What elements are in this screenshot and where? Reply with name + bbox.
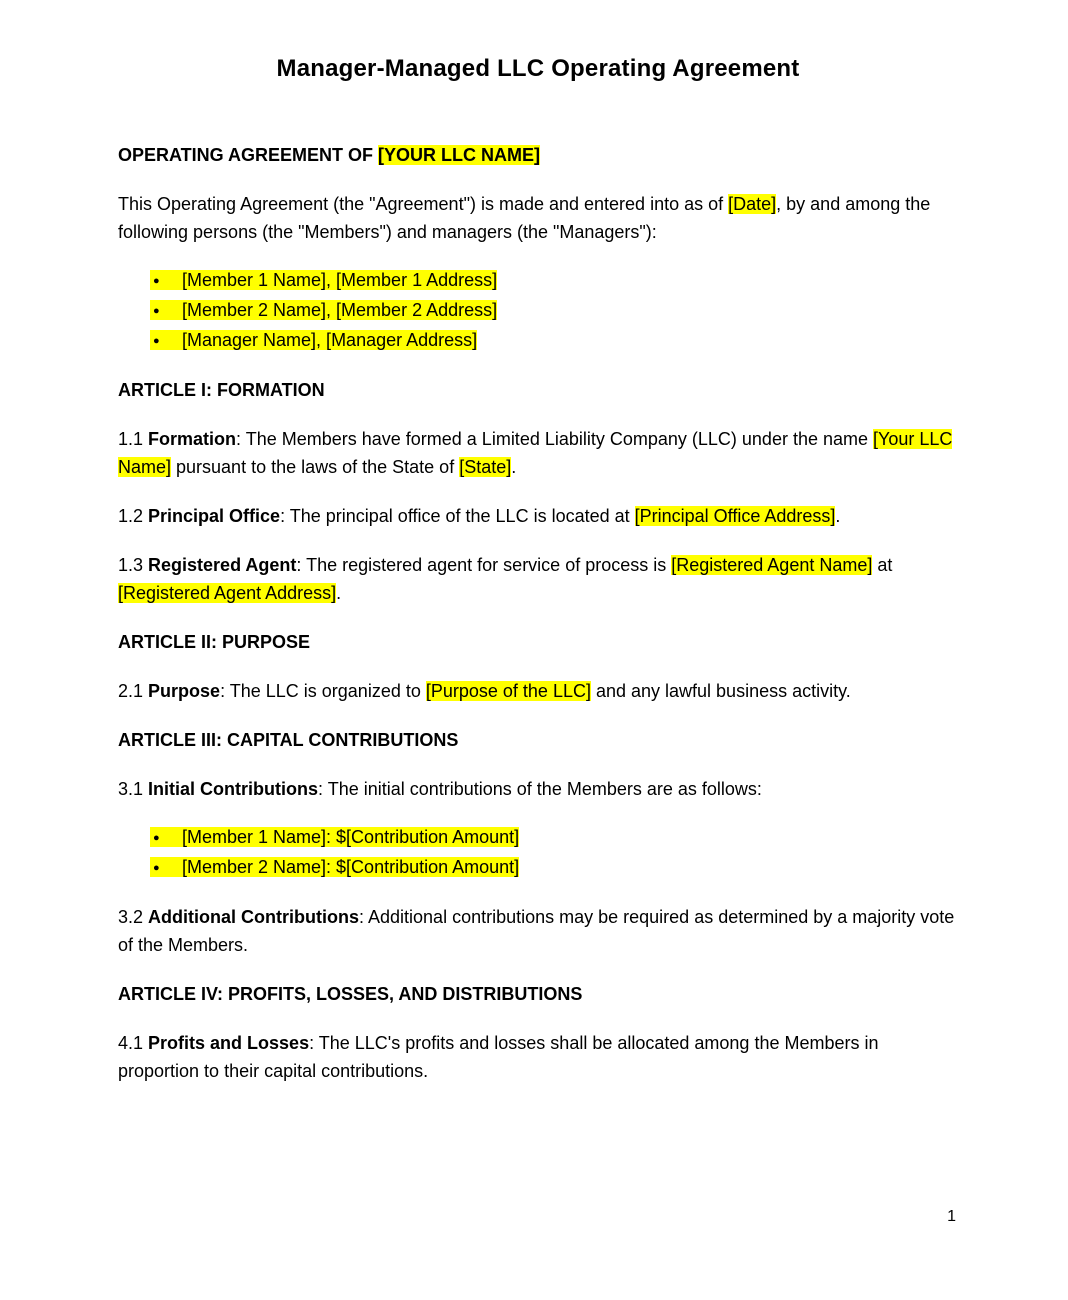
bullet-icon: ● bbox=[153, 862, 160, 874]
clause-4-1 bbox=[118, 1029, 958, 1085]
text-run: and any lawful business activity. bbox=[590, 681, 851, 701]
text-run: Additional Contributions bbox=[148, 907, 359, 927]
text-run: : The LLC's profits and losses shall be allocated among the Members in proportion to their capital contributions. bbox=[118, 1033, 879, 1081]
text-run: Formation bbox=[148, 429, 237, 449]
text-run: Principal Office bbox=[148, 506, 281, 526]
bullet-item bbox=[150, 296, 958, 325]
text-run: ARTICLE II: PURPOSE bbox=[118, 632, 311, 652]
placeholder-highlight: [Purpose of the LLC] bbox=[425, 681, 591, 701]
placeholder-highlight: [Registered Agent Address] bbox=[118, 583, 337, 603]
bullet-icon: ● bbox=[153, 335, 160, 347]
document-blocks bbox=[118, 141, 958, 1085]
placeholder-highlight: [Manager Name], [Manager Address] bbox=[182, 330, 478, 350]
article-4-heading bbox=[118, 980, 958, 1008]
text-run: 3.2 bbox=[118, 907, 149, 927]
clause-3-2 bbox=[118, 903, 958, 959]
placeholder-highlight: [Member 1 Name], [Member 1 Address] bbox=[182, 270, 498, 290]
text-run: Initial Contributions bbox=[148, 779, 319, 799]
placeholder-highlight: [State] bbox=[459, 457, 512, 477]
bullet-item bbox=[150, 823, 958, 852]
bullet-highlight bbox=[150, 270, 497, 290]
text-run: Registered Agent bbox=[148, 555, 297, 575]
text-run: , by and among the following persons (the "Members") and managers (the "Managers"): bbox=[118, 194, 931, 242]
article-1-heading bbox=[118, 376, 958, 404]
text-run: ARTICLE IV: PROFITS, LOSSES, AND DISTRIBUTIONS bbox=[118, 984, 583, 1004]
document-title: Manager-Managed LLC Operating Agreement bbox=[276, 55, 800, 82]
text-run: : The initial contributions of the Members are as follows: bbox=[318, 779, 762, 799]
text-run: Purpose bbox=[148, 681, 221, 701]
text-run: : Additional contributions may be required as determined by a majority vote of the Members. bbox=[118, 907, 955, 955]
bullet-item bbox=[150, 853, 958, 882]
clause-1-3 bbox=[118, 551, 958, 607]
text-run: at bbox=[872, 555, 893, 575]
text-run: : The principal office of the LLC is located at bbox=[280, 506, 635, 526]
placeholder-highlight: [Member 2 Name]: $[Contribution Amount] bbox=[182, 857, 520, 877]
bullet-icon: ● bbox=[153, 305, 160, 317]
text-run: : The Members have formed a Limited Liability Company (LLC) under the name bbox=[236, 429, 874, 449]
contributions-list bbox=[118, 823, 958, 882]
article-3-heading bbox=[118, 726, 958, 754]
text-run: 1.3 bbox=[118, 555, 149, 575]
bullet-highlight bbox=[150, 330, 477, 350]
text-run: : The LLC is organized to bbox=[220, 681, 426, 701]
intro-paragraph bbox=[118, 190, 958, 246]
clause-2-1 bbox=[118, 677, 958, 705]
text-run: 2.1 bbox=[118, 681, 149, 701]
text-run: ARTICLE I: FORMATION bbox=[118, 380, 325, 400]
bullet-icon: ● bbox=[153, 832, 160, 844]
page-number: 1 bbox=[947, 1208, 956, 1225]
text-run: 1.1 bbox=[118, 429, 149, 449]
bullet-icon: ● bbox=[153, 275, 160, 287]
placeholder-highlight: [Member 2 Name], [Member 2 Address] bbox=[182, 300, 498, 320]
text-run: 1.2 bbox=[118, 506, 149, 526]
text-run: This Operating Agreement (the "Agreement") is made and entered into as of bbox=[118, 194, 729, 214]
text-run: . bbox=[835, 506, 841, 526]
article-2-heading bbox=[118, 628, 958, 656]
operating-agreement-heading bbox=[118, 141, 958, 169]
placeholder-highlight: [Principal Office Address] bbox=[634, 506, 836, 526]
clause-1-2 bbox=[118, 502, 958, 530]
clause-3-1 bbox=[118, 775, 958, 803]
placeholder-highlight: [Member 1 Name]: $[Contribution Amount] bbox=[182, 827, 520, 847]
text-run: pursuant to the laws of the State of bbox=[171, 457, 460, 477]
bullet-highlight bbox=[150, 857, 519, 877]
text-run: : The registered agent for service of process is bbox=[296, 555, 672, 575]
clause-1-1 bbox=[118, 425, 958, 481]
text-run: Profits and Losses bbox=[148, 1033, 310, 1053]
text-run: . bbox=[511, 457, 517, 477]
text-run: 3.1 bbox=[118, 779, 149, 799]
text-run: OPERATING AGREEMENT OF bbox=[118, 145, 379, 165]
placeholder-highlight: [Date] bbox=[728, 194, 777, 214]
text-run: 4.1 bbox=[118, 1033, 149, 1053]
text-run: . bbox=[336, 583, 342, 603]
bullet-highlight bbox=[150, 827, 519, 847]
placeholder-highlight: [Registered Agent Name] bbox=[671, 555, 873, 575]
text-run: ARTICLE III: CAPITAL CONTRIBUTIONS bbox=[118, 730, 459, 750]
bullet-item bbox=[150, 266, 958, 295]
bullet-highlight bbox=[150, 300, 497, 320]
placeholder-highlight: [YOUR LLC NAME] bbox=[378, 145, 540, 165]
parties-list bbox=[118, 266, 958, 355]
placeholder-highlight: [Your LLC Name] bbox=[118, 429, 953, 477]
bullet-item bbox=[150, 326, 958, 355]
